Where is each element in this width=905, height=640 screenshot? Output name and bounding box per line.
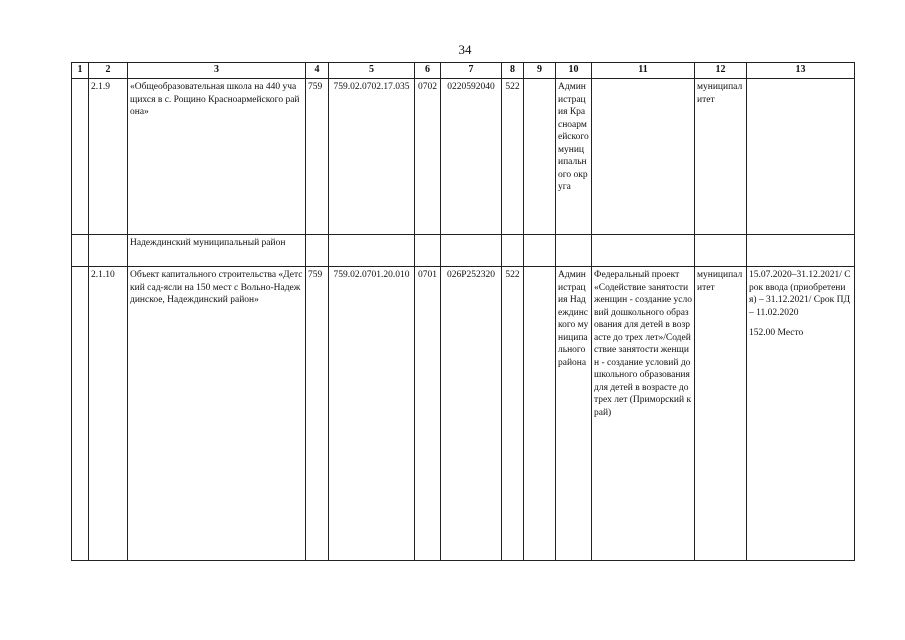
- object-name: «Общеобразовательная школа на 440 учащихся в с. Рощино Красноармейского района»: [128, 79, 306, 235]
- column-header: 7: [441, 63, 502, 79]
- table-row: [72, 267, 855, 561]
- code-cell: 759: [306, 79, 329, 235]
- responsible-body: [556, 235, 592, 267]
- project-name: [592, 235, 695, 267]
- column-header: 12: [695, 63, 747, 79]
- project-name: [592, 79, 695, 235]
- spacer: [749, 319, 852, 327]
- column-header: 4: [306, 63, 329, 79]
- table-cell: [524, 235, 556, 267]
- code-cell: 026P252320: [441, 267, 502, 561]
- code-cell: 0702: [415, 79, 441, 235]
- column-header: 3: [128, 63, 306, 79]
- page-number: 34: [458, 42, 472, 57]
- table-cell: [72, 79, 89, 235]
- column-header: 10: [556, 63, 592, 79]
- terms-text: 15.07.2020–31.12.2021/ Срок ввода (приобретения) – 31.12.2021/ Срок ПД – 11.02.2020: [749, 270, 851, 318]
- column-header: 2: [89, 63, 128, 79]
- project-name: Федеральный проект «Содействие занятости женщин - создание условий дошкольного образования для детей в возрасте до трех лет»/Содействие занятости женщин - создание условий дошкольного образования для детей в возрасте до трех лет (Приморский край): [592, 267, 695, 561]
- code-cell: [329, 235, 415, 267]
- object-name: Объект капитального строительства «Детский сад-ясли на 150 мест с Вольно-Надеждинское, Надеждинский район»: [128, 267, 306, 561]
- code-cell: 0701: [415, 267, 441, 561]
- column-header: 5: [329, 63, 415, 79]
- table-header-row: [72, 63, 855, 79]
- column-header: 11: [592, 63, 695, 79]
- code-cell: [415, 235, 441, 267]
- code-cell: [441, 235, 502, 267]
- investment-objects-table: [71, 62, 855, 561]
- item-number: 2.1.9: [89, 79, 128, 235]
- code-cell: 759: [306, 267, 329, 561]
- column-header: 6: [415, 63, 441, 79]
- ownership-type: муниципалитет: [695, 79, 747, 235]
- code-cell: 759.02.0701.20.010: [329, 267, 415, 561]
- table-cell: [524, 79, 556, 235]
- table-row: [72, 79, 855, 235]
- code-cell: 759.02.0702.17.035: [329, 79, 415, 235]
- ownership-type: [695, 235, 747, 267]
- table-cell: [524, 267, 556, 561]
- terms-and-capacity: [747, 235, 855, 267]
- code-cell: [502, 235, 524, 267]
- capacity-text: 152.00 Место: [749, 328, 804, 338]
- item-number: 2.1.10: [89, 267, 128, 561]
- code-cell: [306, 235, 329, 267]
- column-header: 13: [747, 63, 855, 79]
- table-row: [72, 235, 855, 267]
- code-cell: 0220592040: [441, 79, 502, 235]
- section-heading: Надеждинский муниципальный район: [128, 235, 306, 267]
- terms-and-capacity: [747, 79, 855, 235]
- responsible-body: Администрация Надеждинского муниципального района: [556, 267, 592, 561]
- responsible-body: Администрация Красноармейского муниципального округа: [556, 79, 592, 235]
- ownership-type: муниципалитет: [695, 267, 747, 561]
- table-cell: [72, 235, 89, 267]
- table-cell: [72, 267, 89, 561]
- code-cell: 522: [502, 267, 524, 561]
- item-number: [89, 235, 128, 267]
- column-header: 9: [524, 63, 556, 79]
- column-header: 8: [502, 63, 524, 79]
- column-header: 1: [72, 63, 89, 79]
- terms-and-capacity: [747, 267, 855, 561]
- code-cell: 522: [502, 79, 524, 235]
